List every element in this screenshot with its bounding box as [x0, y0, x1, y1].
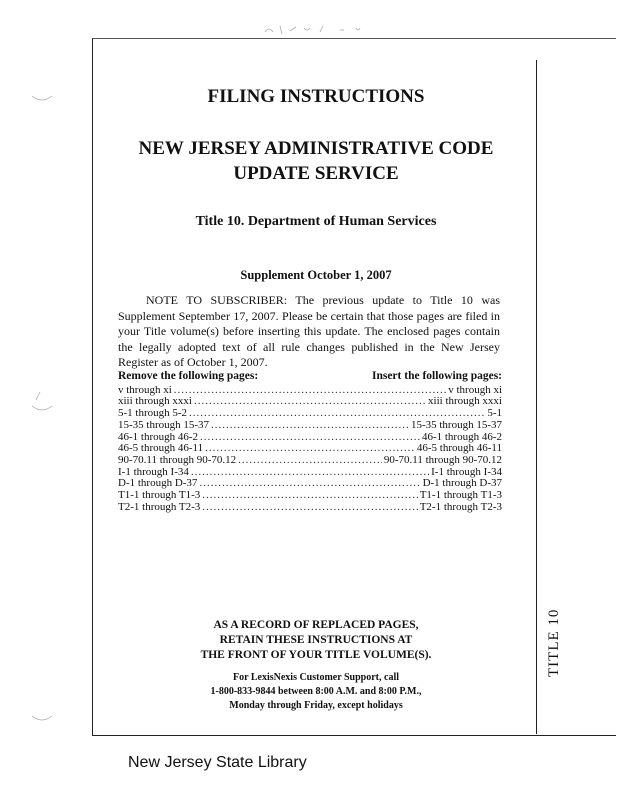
replacement-page-list [118, 371, 502, 513]
remove-pages: 5-1 through 5-2 [118, 407, 188, 420]
remove-pages: v through xi [118, 383, 172, 396]
leader-dots [202, 502, 417, 514]
table-row [118, 490, 502, 502]
leader-dots [202, 490, 417, 502]
remove-pages: I-1 through I-34 [118, 465, 189, 478]
leader-dots [191, 467, 429, 479]
remove-pages: 90-70.11 through 90-70.12 [118, 453, 237, 466]
leader-dots [174, 385, 446, 397]
library-stamp: New Jersey State Library [128, 754, 307, 771]
insert-pages: 15-35 through 15-37 [410, 418, 502, 431]
filing-instructions-title: FILING INSTRUCTIONS [207, 86, 425, 107]
remove-header: Remove the following pages: [118, 370, 259, 382]
remove-pages: T1-1 through T1-3 [118, 489, 201, 502]
subscriber-note: NOTE TO SUBSCRIBER: The previous update to Title 10 was Supplement September 17, 2007. Please be certain that those pages are filed in your Title volume(s) before inserting this update. The enclosed pages contain the legally adopted text of all rule changes published in the New Jersey Register as of October 1, 2007. [118, 293, 500, 369]
supplement-date: Supplement October 1, 2007 [240, 268, 392, 282]
table-row [118, 420, 502, 432]
leader-dots [238, 455, 382, 467]
insert-pages: v through xi [448, 383, 502, 396]
insert-pages: 90-70.11 through 90-70.12 [383, 453, 502, 466]
code-update-service-heading: NEW JERSEY ADMINISTRATIVE CODE UPDATE SERVICE [138, 138, 494, 184]
table-row [118, 455, 502, 467]
table-row [118, 502, 502, 514]
remove-pages: T2-1 through T2-3 [118, 500, 201, 513]
leader-dots [200, 432, 420, 444]
insert-pages: 46-5 through 46-11 [416, 442, 502, 455]
title-department-heading: Title 10. Department of Human Services [195, 214, 437, 229]
leader-dots [199, 478, 420, 490]
remove-pages: 46-5 through 46-11 [118, 442, 204, 455]
remove-pages: xiii through xxxi [118, 395, 192, 408]
leader-dots [211, 420, 409, 432]
remove-pages: 15-35 through 15-37 [118, 418, 210, 431]
insert-pages: I-1 through I-34 [431, 465, 502, 478]
list-header [118, 371, 502, 383]
scan-artifact-marks [260, 22, 380, 36]
insert-pages: D-1 through D-37 [422, 477, 502, 490]
insert-header: Insert the following pages: [371, 370, 502, 382]
title-tab-label: TITLE 10 [546, 608, 562, 678]
remove-pages: D-1 through D-37 [118, 477, 198, 490]
insert-pages: T1-1 through T1-3 [419, 489, 502, 502]
record-notice: AS A RECORD OF REPLACED PAGES, RETAIN THESE INSTRUCTIONS AT THE FRONT OF YOUR TITLE VOLUME(S). [200, 619, 432, 661]
leader-dots [194, 396, 426, 408]
insert-pages: T2-1 through T2-3 [419, 500, 502, 513]
scan-mark-left-2 [30, 390, 54, 414]
insert-pages: 5-1 [487, 407, 502, 420]
scan-mark-left-1 [30, 92, 54, 102]
remove-pages: 46-1 through 46-2 [118, 430, 199, 443]
scan-mark-left-3 [30, 712, 54, 722]
customer-support-info: For LexisNexis Customer Support, call 1-800-833-9844 between 8:00 A.M. and 8:00 P.M., Monday through Friday, except holidays [210, 672, 422, 711]
insert-pages: 46-1 through 46-2 [421, 430, 502, 443]
insert-pages: xiii through xxxi [428, 395, 502, 408]
